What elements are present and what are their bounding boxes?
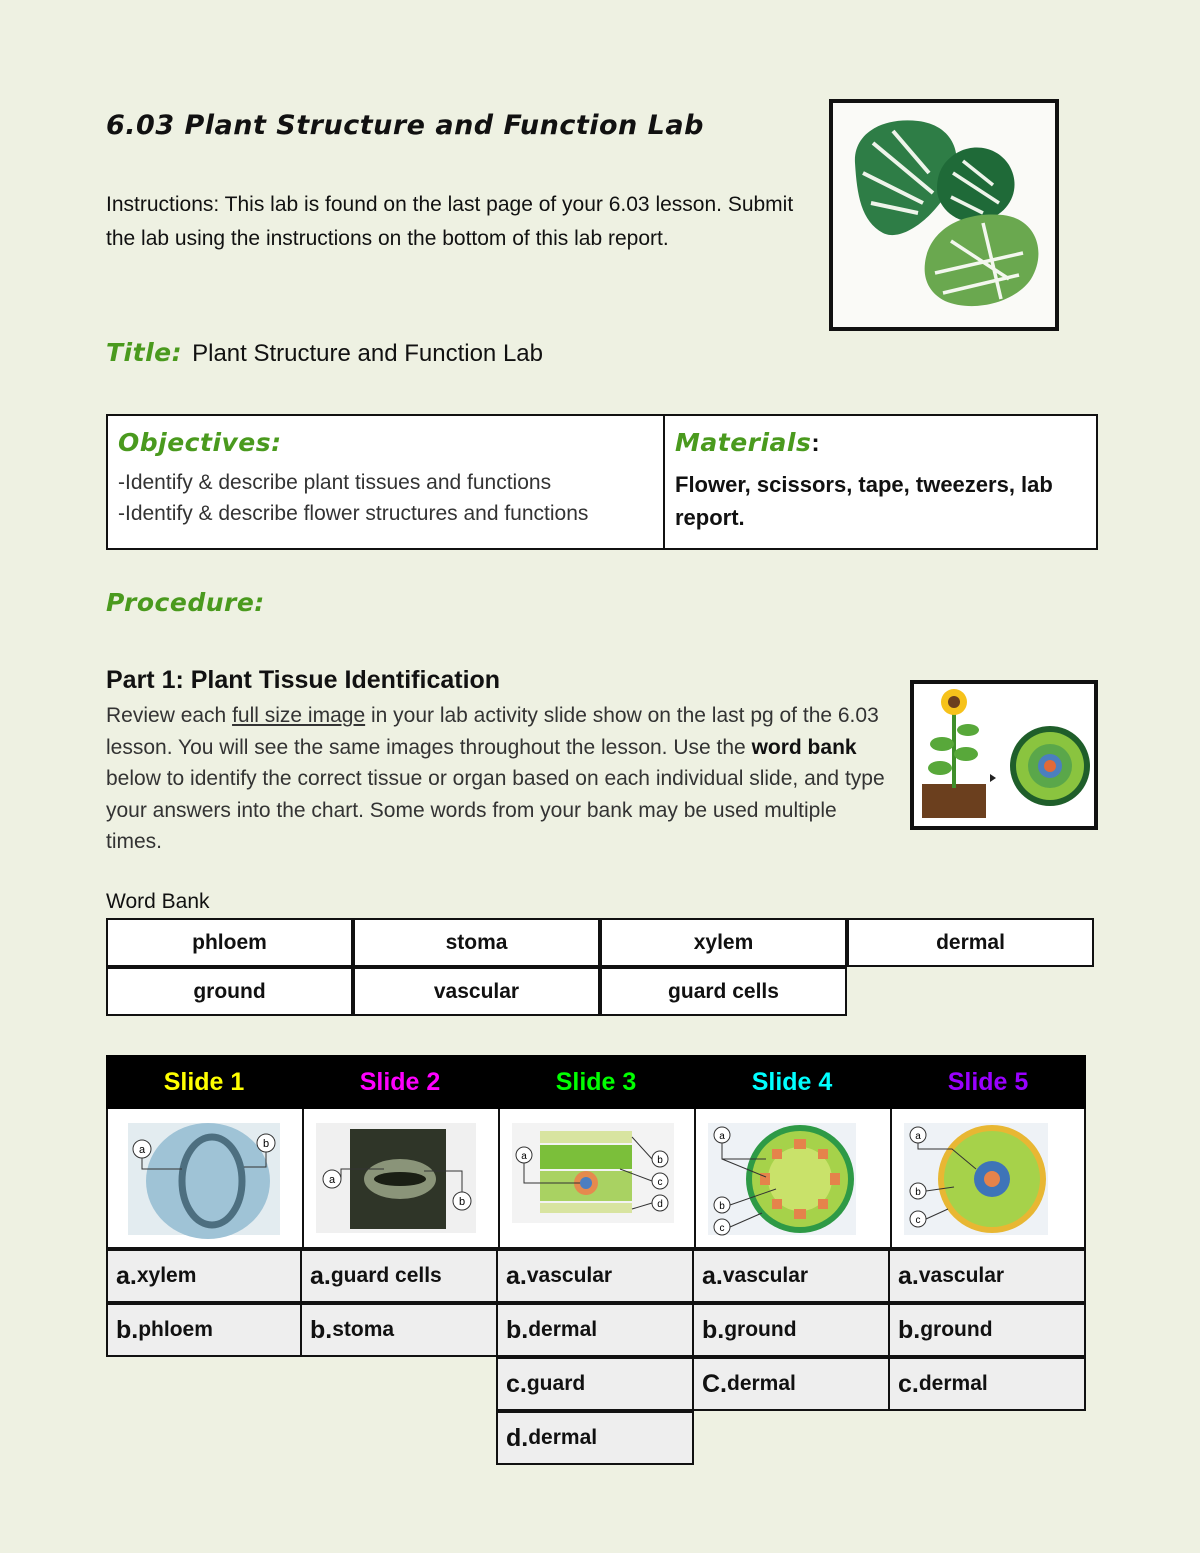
page-title: 6.03 Plant Structure and Function Lab xyxy=(106,110,704,141)
monstera-leaves-icon xyxy=(833,103,1055,327)
part1-text-segment: Review each xyxy=(106,704,233,727)
objectives-materials-table xyxy=(106,414,1098,550)
answer-text: xylem xyxy=(136,1264,197,1287)
instructions-text: Instructions: This lab is found on the last page of your 6.03 lesson. Submit the lab using the instructions on the bottom of this lab report. xyxy=(106,193,794,250)
answer-letter: a. xyxy=(702,1261,723,1290)
slide-label: a xyxy=(719,1131,725,1142)
answer-letter: c. xyxy=(506,1369,527,1398)
answer-text: stoma xyxy=(332,1318,395,1341)
slide-header xyxy=(498,1055,694,1109)
full-size-image-link[interactable]: full size image xyxy=(232,704,366,727)
slide-label: c xyxy=(915,1215,921,1226)
answer-cell[interactable] xyxy=(692,1357,890,1411)
slide-header xyxy=(694,1055,890,1109)
slide-label: a xyxy=(328,1174,336,1186)
answer-letter: b. xyxy=(506,1315,529,1344)
answer-text: ground xyxy=(920,1318,993,1341)
word-bank-cell: phloem xyxy=(106,918,353,967)
answer-cell[interactable] xyxy=(496,1411,694,1465)
sunflower-icon xyxy=(914,684,1094,826)
answer-cell[interactable] xyxy=(106,1303,302,1357)
slide-label: d xyxy=(657,1199,663,1210)
slide-header-label: Slide 1 xyxy=(163,1067,245,1096)
slide-label: b xyxy=(657,1155,663,1166)
xylem-phloem-diagram-icon xyxy=(108,1109,302,1247)
answer-cell[interactable] xyxy=(888,1357,1086,1411)
answer-text: dermal xyxy=(528,1426,598,1449)
root-cross-section-icon xyxy=(892,1109,1084,1247)
stoma-diagram-icon xyxy=(304,1109,498,1247)
slide-header-label: Slide 4 xyxy=(751,1067,833,1096)
slide-5-image-cell xyxy=(890,1109,1086,1249)
answer-letter: a. xyxy=(116,1261,137,1290)
answer-letter: C. xyxy=(702,1369,727,1398)
part1-text-segment: below to identify the correct tissue or organ based on each individual slide, and type your answers into the chart. Some words from your bank may be used multiple times. xyxy=(106,767,885,853)
slide-header xyxy=(890,1055,1086,1109)
slide-header-label: Slide 2 xyxy=(359,1067,441,1096)
answer-text: vascular xyxy=(722,1264,809,1287)
stem-cross-section-icon xyxy=(696,1109,890,1247)
objective-item: -Identify & describe plant tissues and functions xyxy=(118,471,552,494)
word-bank-cell: ground xyxy=(106,967,353,1016)
slide-3-image-cell xyxy=(498,1109,694,1249)
slide-header-label: Slide 5 xyxy=(947,1067,1029,1096)
answer-cell[interactable] xyxy=(496,1249,694,1303)
answer-text: dermal xyxy=(528,1318,598,1341)
answer-text: guard xyxy=(526,1372,586,1395)
leaf-cross-section-icon xyxy=(500,1109,694,1247)
title-label: Title: xyxy=(106,338,183,367)
slide-label: a xyxy=(915,1131,921,1142)
word-bank-cell: dermal xyxy=(847,918,1094,967)
procedure-heading: Procedure: xyxy=(106,588,265,617)
title-value: Plant Structure and Function Lab xyxy=(192,340,543,367)
answer-letter: a. xyxy=(310,1261,331,1290)
answer-cell[interactable] xyxy=(888,1303,1086,1357)
word-bank-cell: stoma xyxy=(353,918,600,967)
answer-cell[interactable] xyxy=(300,1303,498,1357)
answer-letter: b. xyxy=(310,1315,333,1344)
answer-cell[interactable] xyxy=(106,1249,302,1303)
answer-text: vascular xyxy=(526,1264,613,1287)
materials-heading-text: Materials xyxy=(675,428,812,457)
answer-cell[interactable] xyxy=(692,1249,890,1303)
slide-4-image-cell xyxy=(694,1109,890,1249)
answer-text: ground xyxy=(724,1318,797,1341)
objectives-heading: Objectives: xyxy=(118,428,282,457)
answer-letter: b. xyxy=(898,1315,921,1344)
answer-letter: b. xyxy=(116,1315,139,1344)
slide-label: c xyxy=(657,1177,663,1188)
answer-cell[interactable] xyxy=(888,1249,1086,1303)
slide-label: a xyxy=(521,1151,527,1162)
title-row xyxy=(106,338,543,368)
answer-text: dermal xyxy=(918,1372,988,1395)
slide-label: b xyxy=(262,1138,270,1150)
answer-cell[interactable] xyxy=(692,1303,890,1357)
materials-heading-colon: : xyxy=(811,429,820,457)
slide-2-image-cell xyxy=(302,1109,498,1249)
part1-title: Part 1: Plant Tissue Identification xyxy=(106,666,501,694)
materials-text: Flower, scissors, tape, tweezers, lab report. xyxy=(675,472,1053,530)
word-bank-emphasis: word bank xyxy=(751,735,857,759)
objectives-cell xyxy=(108,416,665,548)
answer-text: guard cells xyxy=(330,1264,442,1287)
materials-cell xyxy=(665,416,1096,548)
answer-text: phloem xyxy=(138,1318,213,1341)
slide-label: c xyxy=(719,1223,725,1234)
materials-heading xyxy=(675,428,1086,458)
word-bank-cell: vascular xyxy=(353,967,600,1016)
answer-letter: d. xyxy=(506,1423,529,1452)
answer-letter: a. xyxy=(898,1261,919,1290)
answer-cell[interactable] xyxy=(496,1357,694,1411)
part1-instructions xyxy=(106,700,896,858)
slide-header xyxy=(106,1055,302,1109)
slide-label: b xyxy=(915,1187,921,1198)
answer-letter: a. xyxy=(506,1261,527,1290)
sunflower-cross-section-image xyxy=(910,680,1098,830)
slide-label: a xyxy=(138,1144,146,1156)
word-bank-cell: guard cells xyxy=(600,967,847,1016)
answer-cell[interactable] xyxy=(496,1303,694,1357)
slide-label: b xyxy=(719,1201,725,1212)
word-bank-label: Word Bank xyxy=(106,890,210,913)
slide-header-label: Slide 3 xyxy=(555,1067,637,1096)
answer-cell[interactable] xyxy=(300,1249,498,1303)
monstera-leaves-image xyxy=(829,99,1059,331)
slide-1-image-cell xyxy=(106,1109,302,1249)
part1-text-segment: in your lab activity slide show on the last pg of the 6.03 lesson. You will see the same images throughout the lesson. Use the xyxy=(106,704,879,759)
answer-letter: c. xyxy=(898,1369,919,1398)
slide-label: b xyxy=(458,1196,466,1208)
answer-letter: b. xyxy=(702,1315,725,1344)
word-bank-cell: xylem xyxy=(600,918,847,967)
answer-text: dermal xyxy=(727,1372,796,1395)
slide-header xyxy=(302,1055,498,1109)
answer-text: vascular xyxy=(918,1264,1005,1287)
objective-item: -Identify & describe flower structures and functions xyxy=(118,502,589,525)
